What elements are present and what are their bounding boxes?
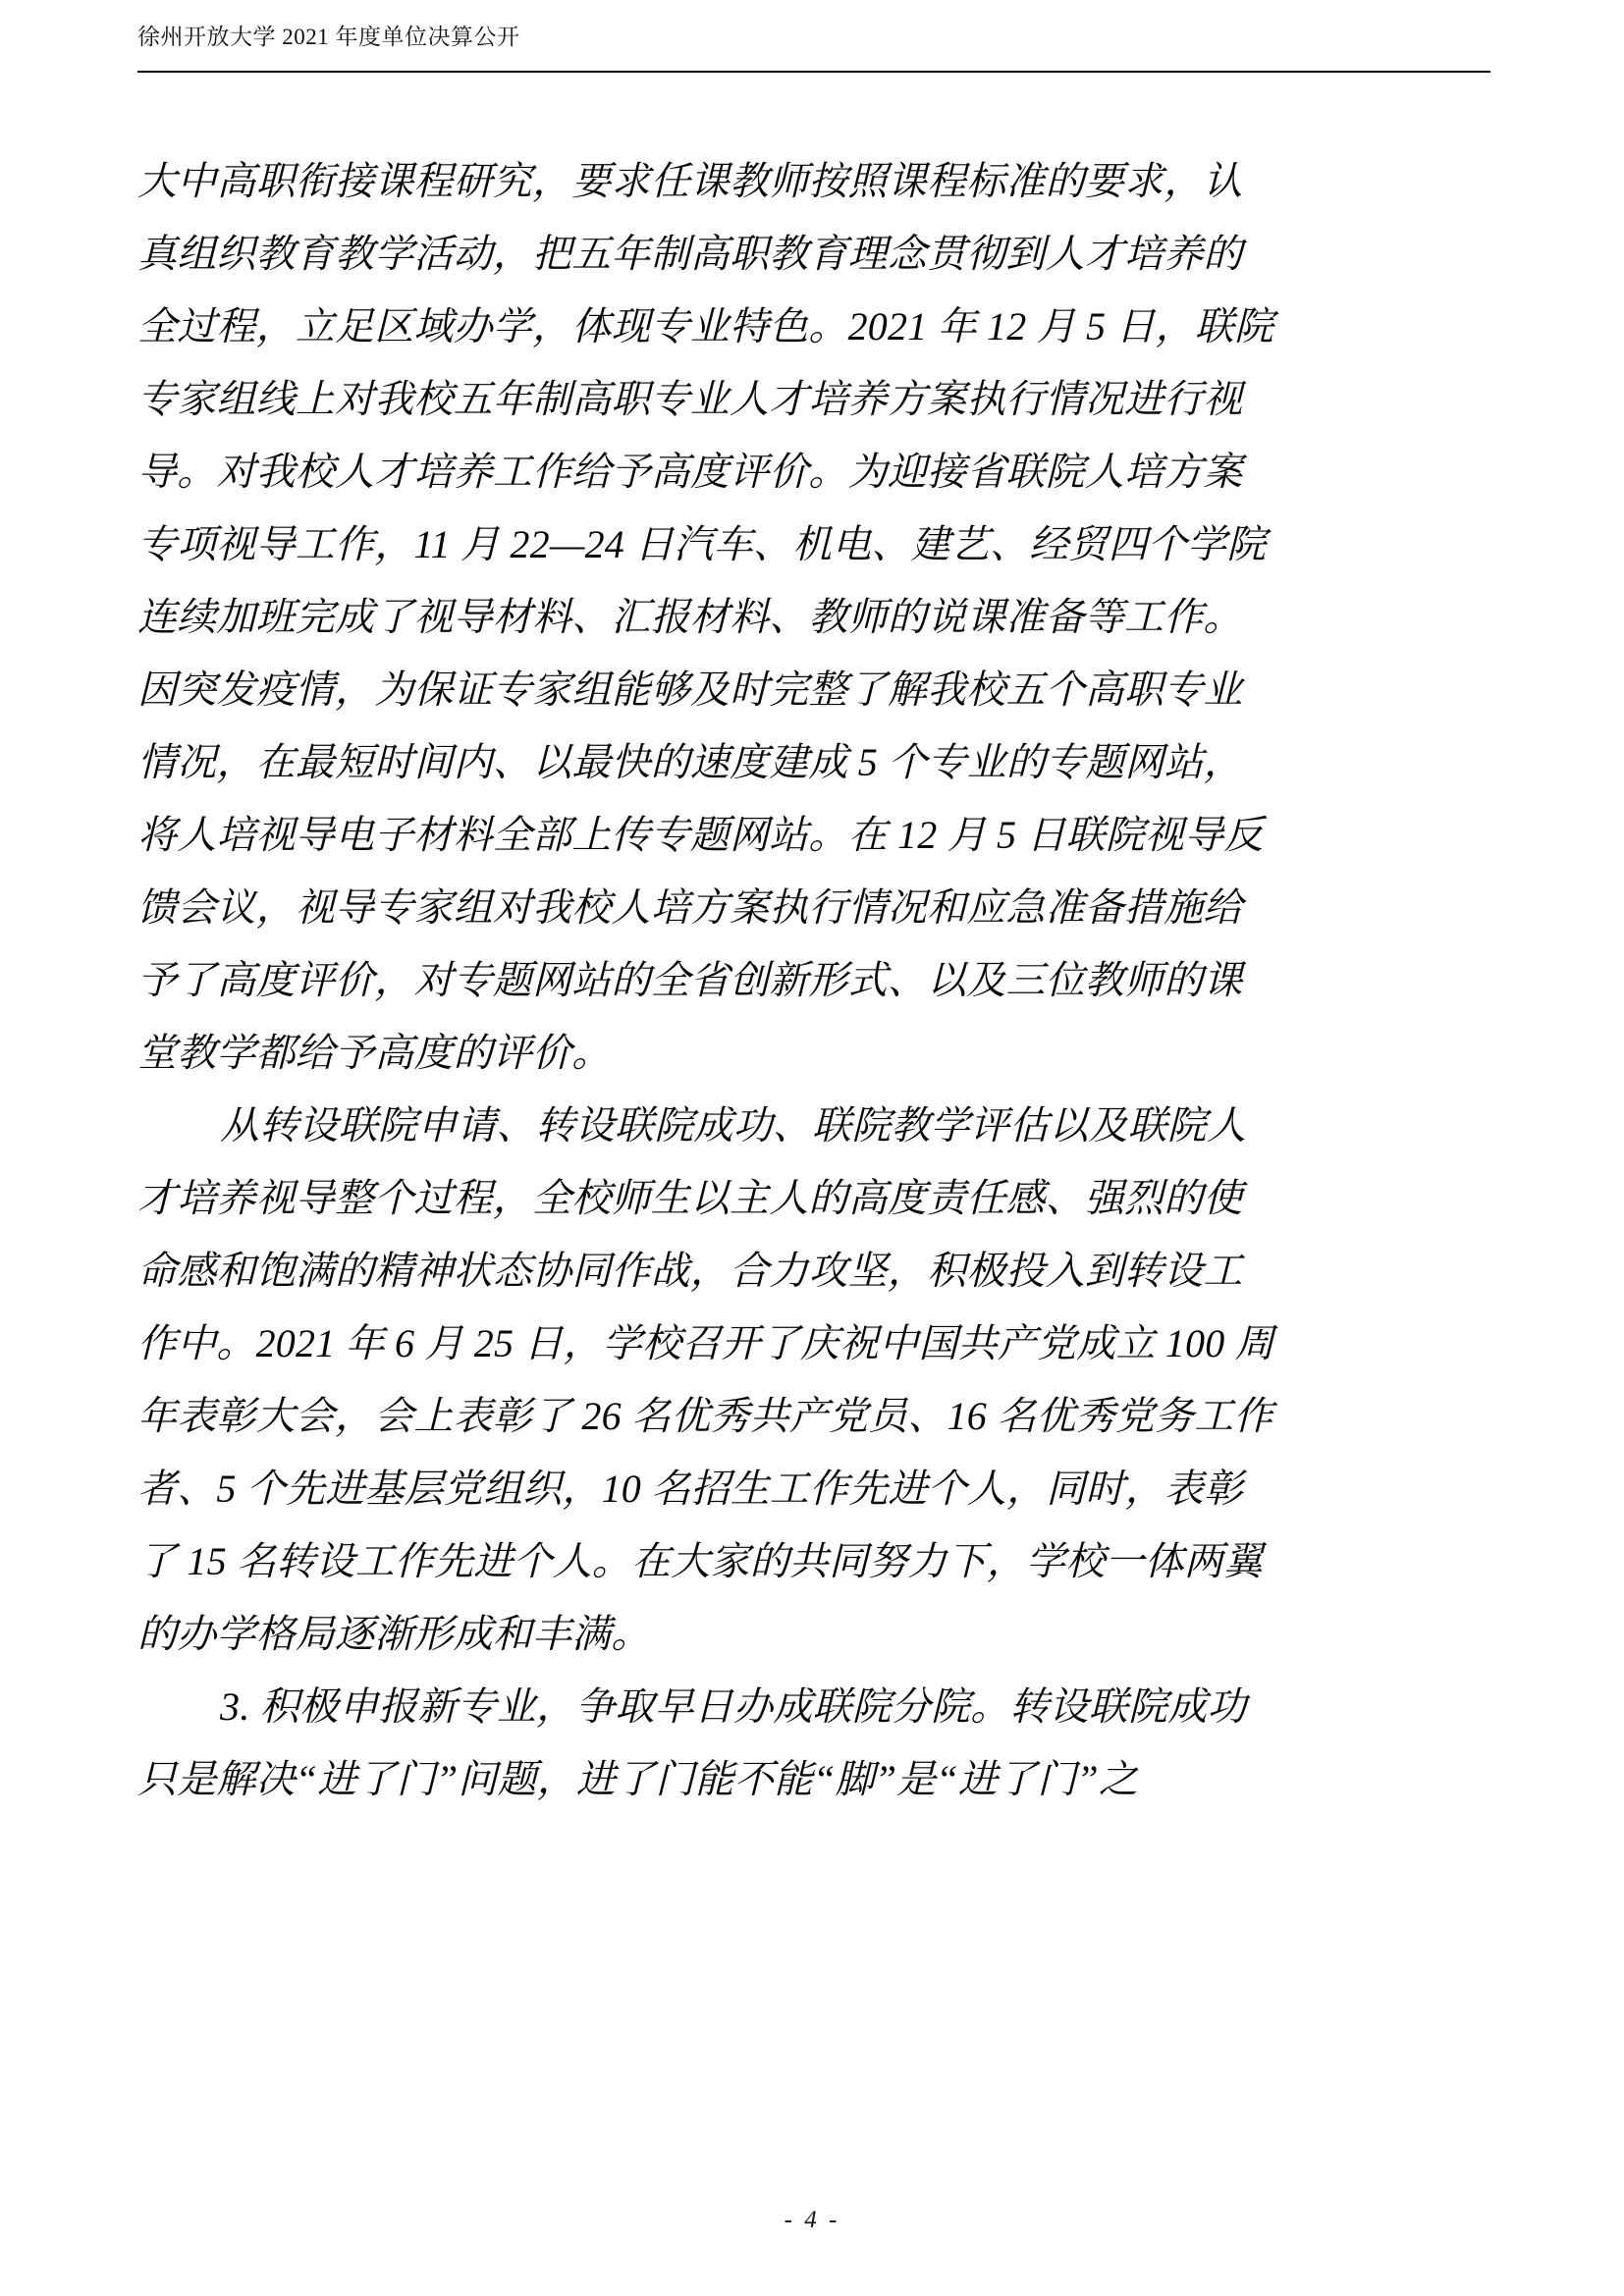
- text-line: 年表彰大会，会上表彰了 26 名优秀共产党员、16 名优秀党务工作: [137, 1394, 1273, 1438]
- text-line: 作中。2021 年 6 月 25 日，学校召开了庆祝中国共产党成立 100 周: [137, 1321, 1274, 1365]
- text-line: 者、5 个先进基层党组织，10 名招生工作先进个人，同时，表彰: [137, 1467, 1244, 1511]
- text-line: 连续加班完成了视导材料、汇报材料、教师的说课准备等工作。: [137, 595, 1243, 639]
- text-line: 大中高职衔接课程研究，要求任课教师按照课程标准的要求，认: [137, 159, 1243, 203]
- text-line: 情况，在最短时间内、以最快的速度建成 5 个专业的专题网站，: [137, 740, 1243, 784]
- text-line: 全过程，立足区域办学，体现专业特色。2021 年 12 月 5 日，联院: [137, 304, 1274, 348]
- text-line: 专家组线上对我校五年制高职专业人才培养方案执行情况进行视: [137, 377, 1243, 421]
- text-line: 予了高度评价，对专题网站的全省创新形式、以及三位教师的课: [137, 958, 1243, 1002]
- page-header: [0, 0, 1624, 71]
- text-line: 将人培视导电子材料全部上传专题网站。在 12 月 5 日联院视导反: [137, 813, 1264, 857]
- running-header-title: 徐州开放大学 2021 年度单位决算公开: [137, 25, 520, 49]
- text-line: 馈会议，视导专家组对我校人培方案执行情况和应急准备措施给: [137, 885, 1243, 930]
- text-line: 3. 积极申报新专业，争取早日办成联院分院。转设联院成功: [220, 1684, 1247, 1729]
- text-line: 堂教学都给予高度的评价。: [137, 1031, 612, 1075]
- text-line: 从转设联院申请、转设联院成功、联院教学评估以及联院人: [220, 1103, 1247, 1148]
- text-line: 了 15 名转设工作先进个人。在大家的共同努力下，学校一体两翼: [137, 1539, 1264, 1583]
- text-line: 的办学格局逐渐形成和丰满。: [137, 1612, 651, 1656]
- document-body: [137, 145, 1492, 1816]
- text-line: 导。对我校人才培养工作给予高度评价。为迎接省联院人培方案: [137, 450, 1243, 494]
- text-line: 因突发疫情，为保证专家组能够及时完整了解我校五个高职专业: [137, 667, 1243, 712]
- page-number: - 4 -: [784, 2207, 840, 2233]
- text-line: 专项视导工作，11 月 22—24 日汽车、机电、建艺、经贸四个学院: [137, 522, 1267, 566]
- page-footer: [0, 2207, 1624, 2234]
- text-line: 命感和饱满的精神状态协同作战，合力攻坚，积极投入到转设工: [137, 1249, 1243, 1293]
- text-line: 才培养视导整个过程，全校师生以主人的高度责任感、强烈的使: [137, 1176, 1243, 1220]
- text-line: 只是解决“进了门”问题，进了门能不能“脚”是“进了门”之: [137, 1757, 1139, 1801]
- text-line: 真组织教育教学活动，把五年制高职教育理念贯彻到人才培养的: [137, 232, 1243, 276]
- header-divider-rule: [137, 71, 1490, 73]
